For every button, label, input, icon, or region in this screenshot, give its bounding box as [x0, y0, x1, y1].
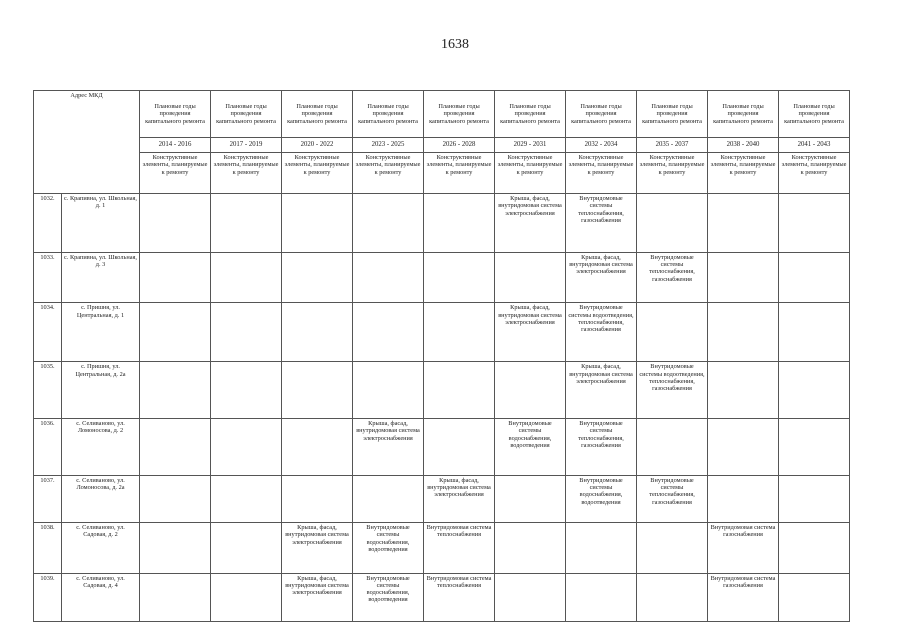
header-row-elements [34, 153, 850, 194]
period-header: 2023 - 2025 [353, 138, 424, 153]
elements-header: Конструктивные элементы, планируемые к ремонту [353, 153, 424, 194]
page-number: 1638 [441, 37, 469, 52]
repair-cell: Крыша, фасад, внутридомовая система электроснабжения [353, 419, 424, 476]
elements-header: Конструктивные элементы, планируемые к ремонту [495, 153, 566, 194]
planned-years-header: Плановые годы проведения капитального ремонта [779, 91, 850, 138]
planned-years-header: Плановые годы проведения капитального ремонта [282, 91, 353, 138]
repair-cell [282, 252, 353, 302]
repair-cell: Крыша, фасад, внутридомовая система электроснабжения [495, 303, 566, 362]
period-header: 2038 - 2040 [708, 138, 779, 153]
repair-cell [211, 362, 282, 419]
header-row-periods [34, 138, 850, 153]
repair-cell [353, 252, 424, 302]
repair-cell [140, 573, 211, 621]
planned-years-header: Плановые годы проведения капитального ремонта [566, 91, 637, 138]
row-number: 1033. [34, 252, 62, 302]
table-header [34, 91, 850, 194]
elements-header: Конструктивные элементы, планируемые к ремонту [140, 153, 211, 194]
repair-cell [637, 523, 708, 573]
repair-cell [495, 362, 566, 419]
repair-cell [424, 303, 495, 362]
repair-cell [495, 252, 566, 302]
repair-cell [282, 303, 353, 362]
repair-cell [353, 362, 424, 419]
period-header: 2032 - 2034 [566, 138, 637, 153]
repair-cell [353, 303, 424, 362]
row-number: 1036. [34, 419, 62, 476]
period-header: 2017 - 2019 [211, 138, 282, 153]
repair-cell [495, 523, 566, 573]
planned-years-header: Плановые годы проведения капитального ремонта [708, 91, 779, 138]
repair-cell [140, 362, 211, 419]
period-header: 2014 - 2016 [140, 138, 211, 153]
row-number: 1037. [34, 475, 62, 522]
repair-cell [779, 475, 850, 522]
repair-cell [495, 573, 566, 621]
planned-years-header: Плановые годы проведения капитального ремонта [637, 91, 708, 138]
repair-cell: Внутридомовая система газоснабжения [708, 523, 779, 573]
planned-years-header: Плановые годы проведения капитального ремонта [140, 91, 211, 138]
elements-header: Конструктивные элементы, планируемые к ремонту [211, 153, 282, 194]
repair-cell: Внутридомовые системы теплоснабжения, газоснабжения [637, 475, 708, 522]
table-body [34, 194, 850, 622]
repair-cell [140, 523, 211, 573]
repair-cell [140, 419, 211, 476]
table-row [34, 419, 850, 476]
period-header: 2029 - 2031 [495, 138, 566, 153]
planned-years-header: Плановые годы проведения капитального ремонта [353, 91, 424, 138]
period-header: 2026 - 2028 [424, 138, 495, 153]
repair-cell: Внутридомовые системы водоснабжения, водоотведения [495, 419, 566, 476]
elements-header: Конструктивные элементы, планируемые к ремонту [566, 153, 637, 194]
capital-repair-table [33, 90, 850, 622]
table-row [34, 475, 850, 522]
repair-cell [353, 475, 424, 522]
table-row [34, 252, 850, 302]
row-address: с. Селиваново, ул. Ломоносова, д. 2 [62, 419, 140, 476]
repair-cell [708, 194, 779, 253]
repair-cell [211, 523, 282, 573]
row-address: с. Селиваново, ул. Ломоносова, д. 2а [62, 475, 140, 522]
repair-cell [282, 419, 353, 476]
repair-cell: Внутридомовые системы водоотведения, теплоснабжения, газоснабжения [637, 362, 708, 419]
table-row [34, 194, 850, 253]
table-row [34, 303, 850, 362]
repair-cell [708, 475, 779, 522]
address-header: Адрес МКД [34, 91, 140, 194]
elements-header: Конструктивные элементы, планируемые к ремонту [424, 153, 495, 194]
repair-cell: Крыша, фасад, внутридомовая система электроснабжения [282, 523, 353, 573]
row-number: 1034. [34, 303, 62, 362]
repair-cell: Крыша, фасад, внутридомовая система электроснабжения [495, 194, 566, 253]
row-number: 1035. [34, 362, 62, 419]
row-number: 1032. [34, 194, 62, 253]
repair-cell [708, 303, 779, 362]
repair-cell [708, 252, 779, 302]
repair-cell [282, 194, 353, 253]
period-header: 2020 - 2022 [282, 138, 353, 153]
elements-header: Конструктивные элементы, планируемые к ремонту [779, 153, 850, 194]
row-address: с. Пришня, ул. Центральная, д. 1 [62, 303, 140, 362]
header-row-planned [34, 91, 850, 138]
repair-cell: Внутридомовые системы водоснабжения, водоотведения [353, 573, 424, 621]
repair-cell: Внутридомовые системы водоотведения, теплоснабжения, газоснабжения [566, 303, 637, 362]
repair-cell [708, 419, 779, 476]
repair-cell: Крыша, фасад, внутридомовая система электроснабжения [424, 475, 495, 522]
repair-cell [211, 303, 282, 362]
period-header: 2035 - 2037 [637, 138, 708, 153]
repair-cell [140, 475, 211, 522]
repair-cell: Внутридомовые системы теплоснабжения, газоснабжения [637, 252, 708, 302]
table-row [34, 362, 850, 419]
planned-years-header: Плановые годы проведения капитального ремонта [495, 91, 566, 138]
repair-cell [211, 475, 282, 522]
repair-cell: Внутридомовая система теплоснабжения [424, 573, 495, 621]
elements-header: Конструктивные элементы, планируемые к ремонту [282, 153, 353, 194]
row-number: 1039. [34, 573, 62, 621]
row-address: с. Селиваново, ул. Садовая, д. 2 [62, 523, 140, 573]
table-row [34, 523, 850, 573]
repair-cell [637, 303, 708, 362]
repair-cell [779, 523, 850, 573]
repair-cell: Внутридомовая система газоснабжения [708, 573, 779, 621]
repair-cell [140, 252, 211, 302]
repair-cell [566, 523, 637, 573]
repair-cell [779, 419, 850, 476]
repair-cell [566, 573, 637, 621]
repair-cell [211, 194, 282, 253]
repair-cell [140, 303, 211, 362]
row-address: с. Пришня, ул. Центральная, д. 2а [62, 362, 140, 419]
elements-header: Конструктивные элементы, планируемые к ремонту [708, 153, 779, 194]
repair-cell [211, 573, 282, 621]
repair-cell [211, 419, 282, 476]
repair-cell [637, 419, 708, 476]
repair-cell [779, 303, 850, 362]
repair-cell [779, 252, 850, 302]
repair-cell [779, 194, 850, 253]
repair-cell [424, 194, 495, 253]
period-header: 2041 - 2043 [779, 138, 850, 153]
repair-cell: Внутридомовые системы водоснабжения, водоотведения [566, 475, 637, 522]
repair-cell: Крыша, фасад, внутридомовая система электроснабжения [566, 362, 637, 419]
repair-cell: Внутридомовая система теплоснабжения [424, 523, 495, 573]
planned-years-header: Плановые годы проведения капитального ремонта [211, 91, 282, 138]
planned-years-header: Плановые годы проведения капитального ремонта [424, 91, 495, 138]
repair-cell [779, 362, 850, 419]
repair-cell [140, 194, 211, 253]
repair-cell [353, 194, 424, 253]
repair-cell [637, 573, 708, 621]
repair-cell [282, 362, 353, 419]
repair-cell [424, 252, 495, 302]
repair-cell: Крыша, фасад, внутридомовая система электроснабжения [282, 573, 353, 621]
repair-cell [495, 475, 566, 522]
repair-cell: Внутридомовые системы теплоснабжения, газоснабжения [566, 194, 637, 253]
repair-cell: Внутридомовые системы теплоснабжения, газоснабжения [566, 419, 637, 476]
elements-header: Конструктивные элементы, планируемые к ремонту [637, 153, 708, 194]
repair-cell [637, 194, 708, 253]
repair-cell [282, 475, 353, 522]
repair-cell [424, 419, 495, 476]
row-address: с. Крапивна, ул. Школьная, д. 1 [62, 194, 140, 253]
repair-cell [708, 362, 779, 419]
repair-cell: Крыша, фасад, внутридомовая система электроснабжения [566, 252, 637, 302]
row-address: с. Селиваново, ул. Садовая, д. 4 [62, 573, 140, 621]
repair-cell [424, 362, 495, 419]
repair-cell [779, 573, 850, 621]
row-address: с. Крапивна, ул. Школьная, д. 3 [62, 252, 140, 302]
row-number: 1038. [34, 523, 62, 573]
repair-cell: Внутридомовые системы водоснабжения, водоотведения [353, 523, 424, 573]
table-row [34, 573, 850, 621]
repair-cell [211, 252, 282, 302]
